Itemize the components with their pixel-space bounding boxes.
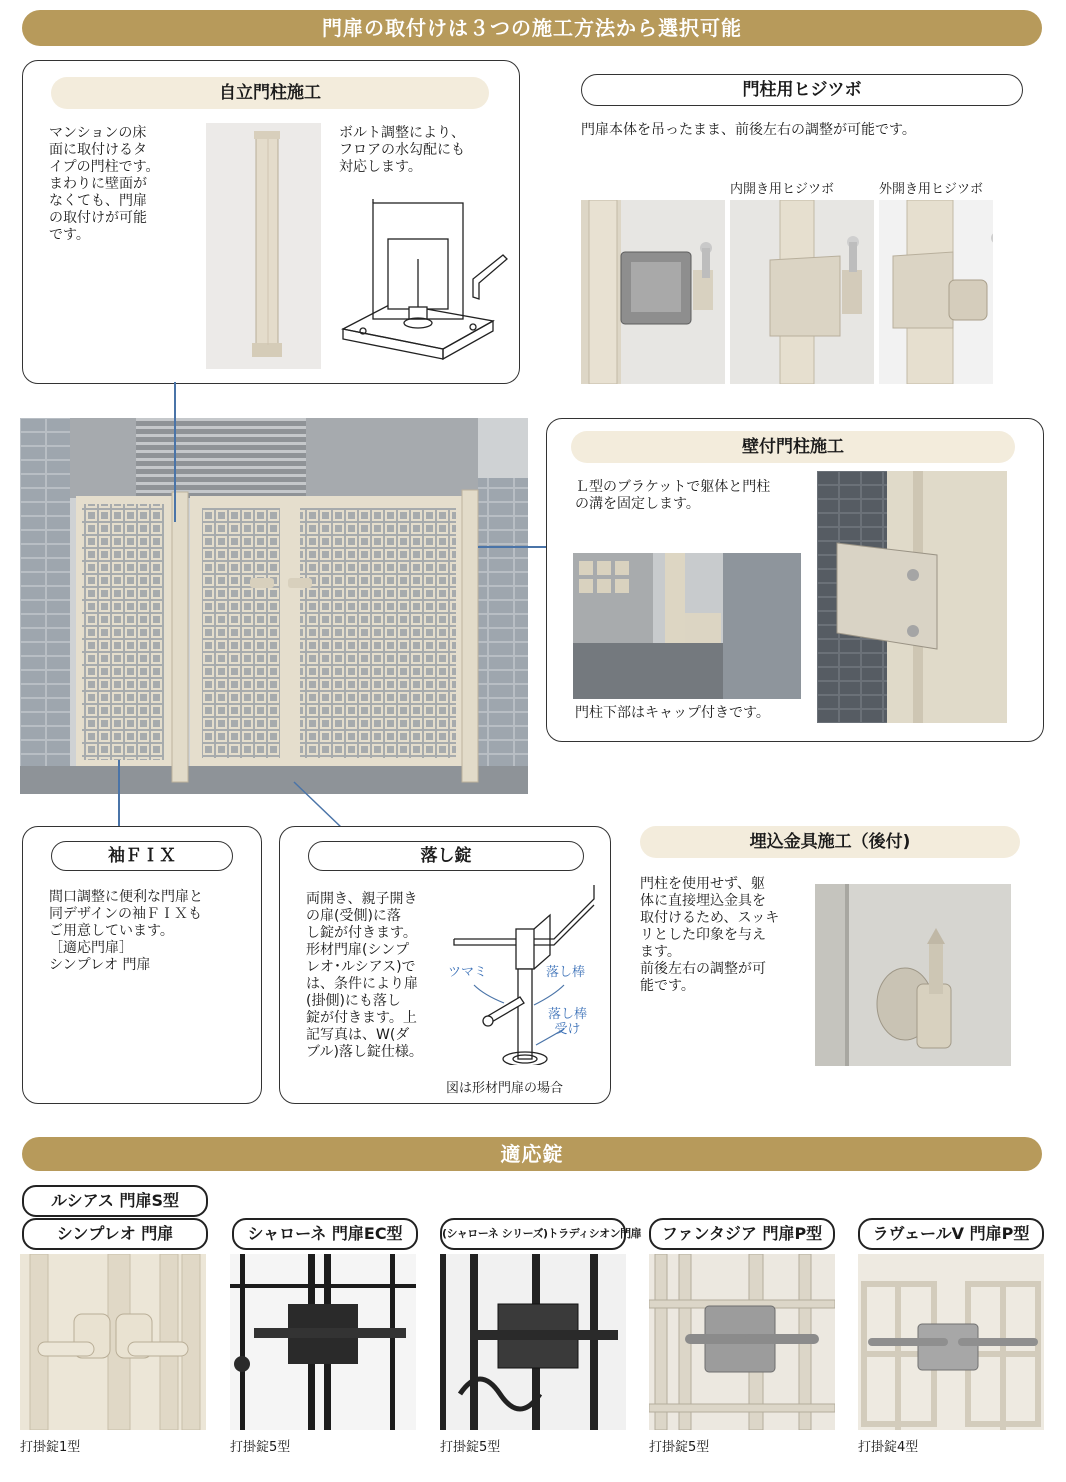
lock-name-3: ファンタジア 門扉P型 [649, 1218, 835, 1250]
wall-post-bottom-photo [573, 553, 801, 699]
self-post-photo [206, 123, 321, 369]
drop-lock-panel [279, 826, 611, 1104]
drop-lock-title: 落し錠 [308, 841, 584, 871]
sode-fix-title: 袖ＦＩＸ [51, 841, 233, 871]
connector-wall-post [478, 546, 548, 548]
wall-post-bracket-photo [817, 471, 1007, 723]
drop-lock-caption: 図は形材門扉の場合 [446, 1081, 564, 1096]
sode-fix-desc: 間口調整に便利な門扉と 同デザインの袖ＦＩＸも ご用意しています。 ［適応門扉］ シンプレオ 門扉 [49, 889, 203, 973]
hinge-photo-outer [879, 200, 993, 384]
drop-lock-receiver-label: 落し棒 受け [548, 1007, 588, 1037]
lock-photo-2 [440, 1254, 626, 1430]
wall-post-title: 壁付門柱施工 [571, 431, 1015, 463]
embed-photo [815, 884, 1011, 1066]
top-banner: 門扉の取付けは３つの施工方法から選択可能 [22, 10, 1042, 46]
lock-caption-3: 打掛錠5型 [649, 1440, 710, 1455]
lock-photo-0 [20, 1254, 206, 1430]
hinge-desc: 門扉本体を吊ったまま、前後左右の調整が可能です。 [581, 122, 916, 138]
lock-photo-1 [230, 1254, 416, 1430]
lock-name-4: ラヴェールV 門扉P型 [858, 1218, 1044, 1250]
lucias-tab: ルシアス 門扉S型 [22, 1185, 208, 1217]
hinge-outer-label: 外開き用ヒジツボ [879, 182, 984, 197]
lock-caption-1: 打掛錠5型 [230, 1440, 291, 1455]
wall-post-desc: Ｌ型のブラケットで躯体と門柱 の溝を固定します。 [575, 479, 771, 512]
drop-lock-desc: 両開き、親子開き の扉(受側)に落 し錠が付きます。 形材門扉(シンプ レオ･ルシアス)で は、条件により扉 (掛側)にも落し 錠が付きます。上 記写真は、W(ダ ブル)落し錠仕様。 [306, 891, 423, 1060]
locks-banner: 適応錠 [22, 1137, 1042, 1171]
connector-self-post [174, 382, 176, 522]
hinge-inner-label: 内開き用ヒジツボ [730, 182, 835, 197]
embed-title: 埋込金具施工（後付) [640, 826, 1020, 858]
hinge-title: 門柱用ヒジツボ [581, 74, 1023, 106]
drop-lock-rod-label: 落し棒 [546, 965, 586, 980]
lock-name-0: シンプレオ 門扉 [22, 1218, 208, 1250]
lock-caption-4: 打掛錠4型 [858, 1440, 919, 1455]
connector-sode-fix [118, 760, 120, 828]
embed-desc: 門柱を使用せず、躯 体に直接埋込金具を 取付けるため、スッキ リとした印象を与え ます。 前後左右の調整が可 能です。 [640, 876, 780, 994]
self-post-bolt-desc: ボルト調整により、 フロアの水勾配にも 対応します。 [339, 125, 465, 175]
self-post-desc: マンションの床 面に取付けるタ イプの門柱です。 まわりに壁面が なくても、門扉 の取付けが可能 です。 [49, 125, 160, 243]
drop-lock-knob-label: ツマミ [448, 965, 488, 980]
lock-photo-3 [649, 1254, 835, 1430]
lock-name-2: (シャローネ シリーズ)トラディシオン門扉 [440, 1218, 626, 1250]
wall-post-panel [546, 418, 1044, 742]
self-post-title: 自立門柱施工 [51, 77, 489, 109]
lock-caption-0: 打掛錠1型 [20, 1440, 81, 1455]
main-gate-photo [20, 418, 528, 794]
lock-caption-2: 打掛錠5型 [440, 1440, 501, 1455]
wall-post-caption: 門柱下部はキャップ付きです。 [575, 705, 770, 721]
lock-name-1: シャローネ 門扉EC型 [232, 1218, 418, 1250]
self-post-bolt-diagram [333, 199, 509, 371]
lock-photo-4 [858, 1254, 1044, 1430]
hinge-photo-front [581, 200, 725, 384]
sode-fix-panel [22, 826, 262, 1104]
self-post-panel [22, 60, 520, 384]
hinge-photo-inner [730, 200, 874, 384]
